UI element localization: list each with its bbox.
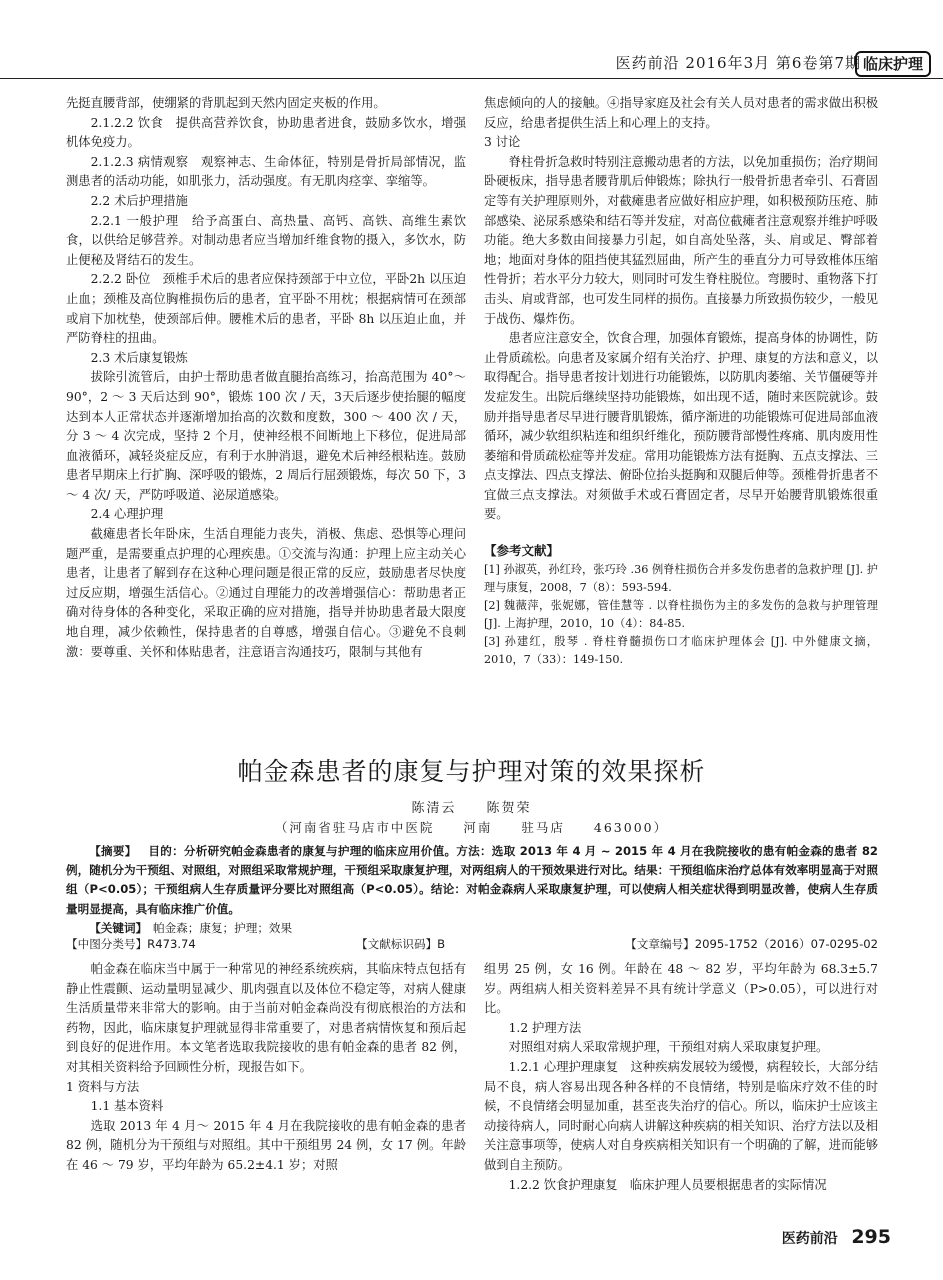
subheading: 2.4 心理护理 <box>90 507 164 522</box>
page-footer <box>782 1226 891 1248</box>
references-title: 【参考文献】 <box>484 543 560 559</box>
article-affiliation: （河南省驻马店市中医院 河南 驻马店 463000） <box>274 820 669 835</box>
article-authors: 陈清云 陈贺荣 <box>411 801 532 816</box>
subheading: 1.2 护理方法 <box>508 1020 582 1035</box>
reference-item: [2] 魏薇萍，张妮娜，管佳慧等 . 以脊柱损伤为主的多发伤的急救与护理管理 [J]. 上海护理，2010，10（4）：84-85. <box>484 598 878 630</box>
abstract-label: 【摘要】 <box>89 844 137 858</box>
subheading: 1.1 基本资料 <box>90 1099 164 1114</box>
reference-item: [1] 孙淑英，孙红玲，张巧玲 .36 例脊柱损伤合并多发伤患者的急救护理 [J]. 护理与康复，2008，7（8）：593-594. <box>484 562 878 594</box>
paragraph: 焦虑倾向的人的接触。④指导家庭及社会有关人员对患者的需求做出积极反应，给患者提供生活上和心理上的支持。 <box>484 96 878 130</box>
paragraph: 选取 2013 年 4 月～ 2015 年 4 月在我院接收的患有帕金森的患者 82 例，随机分为干预组与对照组。其中干预组男 24 例，女 17 例。年龄在 46 ～ 79 岁，平均年龄为 65.2±4.1 岁；对照 <box>66 1118 466 1172</box>
section-heading: 1 资料与方法 <box>66 1079 140 1094</box>
journal-issue: 医药前沿 2016年3月 第6卷第7期 <box>615 54 861 72</box>
paragraph: 2.1.2.3 病情观察 观察神志、生命体征，特别是骨折局部情况，监测患者的活动功能，如肌张力，活动强度。有无肌肉痉挛、挛缩等。 <box>66 154 466 189</box>
article-title: 帕金森患者的康复与护理对策的效果探析 <box>237 757 706 786</box>
document-code: 【文献标识码】B <box>356 937 446 951</box>
paragraph: 1.2.2 饮食护理康复 临床护理人员要根据患者的实际情况 <box>508 1177 827 1192</box>
paragraph: 患者应注意安全，饮食合理，加强体育锻炼，提高身体的协调性，防止骨质疏松。向患者及家属介绍有关治疗、护理、康复的方法和意义，以取得配合。指导患者按计划进行功能锻炼，以防肌肉萎缩、关节僵硬等并发症发生。出院后继续坚持功能锻炼，如出现不适，随时来医院就诊。鼓励并指导患者尽早进行腰背肌锻炼，循序渐进的功能锻炼可促进局部血液循环，减少软组织粘连和组织纤维化，预防腰背部慢性疼痛、肌肉废用性萎缩和骨质疏松症等并发症。常用功能锻炼方法有挺胸、五点支撑法、三点支撑法、四点支撑法、俯卧位抬头挺胸和双腿后伸等。颈椎骨折患者不宜做三点支撑法。对须做手术或石膏固定者，尽早开始腰背肌锻炼很重要。 <box>484 331 878 522</box>
footer-journal: 医药前沿 <box>781 1231 838 1247</box>
paragraph: 2.2.2 卧位 颈椎手术后的患者应保持颈部于中立位，平卧2h 以压迫止血；颈椎及高位胸椎损伤后的患者，宜平卧不用枕；根据病情可在颈部或肩下加枕垫，使颈部后伸。腰椎术后的患者，平卧 8h 以压迫止血，并严防脊柱的扭曲。 <box>66 272 466 346</box>
paragraph: 组男 25 例，女 16 例。年龄在 48 ～ 82 岁，平均年龄为 68.3±5.7 岁。两组病人相关资料差异不具有统计学意义（P>0.05），可以进行对比。 <box>484 962 878 1016</box>
paragraph: 对照组对病人采取常规护理，干预组对病人采取康复护理。 <box>508 1040 829 1055</box>
paragraph: 脊柱骨折急救时特别注意搬动患者的方法，以免加重损伤；治疗期间卧硬板床，指导患者腰背肌后伸锻炼；除执行一般骨折患者牵引、石膏固定等有关护理原则外，对截瘫患者应做好相应护理，如积极预防压疮、肺部感染、泌尿系感染和结石等并发症，对高位截瘫者注意观察并维护呼吸功能。绝大多数由间接暴力引起，如自高处坠落，头、肩或足、臀部着地；地面对身体的阻挡使其猛烈屈曲，所产生的垂直分力可导致椎体压缩性骨折；若水平分力较大，则同时可发生脊柱脱位。弯腰时、重物落下打击头、肩或背部，也可发生同样的损伤。直接暴力所致损伤较少，一般见于战伤、爆炸伤。 <box>484 154 878 326</box>
page-number: 295 <box>851 1226 891 1248</box>
prev-article-left-column <box>66 94 466 662</box>
abstract-text: 目的：分析研究帕金森患者的康复与护理的临床应用价值。方法：选取 2013 年 4 月 ~ 2015 年 4 月在我院接收的患有帕金森的患者 82 例，随机分为干预组、对照组，对照组采取常规护理，干预组采取康复护理，对两组病人的干预效果进行对比。结果：干预组临床治疗总体有效率明显高于对照组（P<0.05）；干预组病人生存质量评分要比对照组高（P<0.05）。结论：对帕金森病人采取康复护理，可以使病人相关症状得到明显改善，使病人生存质量明显提高，具有临床推广价值。 <box>66 844 878 916</box>
article-number: 【文章编号】2095-1752（2016）07-0295-02 <box>625 937 878 951</box>
keywords-text: 帕金森；康复；护理；效果 <box>152 920 293 935</box>
section-badge: 临床护理 <box>855 51 931 77</box>
paragraph: 2.1.2.2 饮食 提供高营养饮食，协助患者进食，鼓励多饮水，增强机体免疫力。 <box>66 115 466 150</box>
subheading: 2.3 术后康复锻炼 <box>90 350 188 365</box>
clc-number: 【中图分类号】R473.74 <box>66 937 196 951</box>
paragraph: 先挺直腰背部，使绷紧的背肌起到天然内固定夹板的作用。 <box>66 96 386 110</box>
paragraph: 截瘫患者长年卧床，生活自理能力丧失，消极、焦虑、恐惧等心理问题严重，是需要重点护理的心理疾患。①交流与沟通：护理上应主动关心患者，让患者了解到存在这种心理问题是很正常的反应，鼓励患者尽快度过反应期，增强生活信心。②通过自理能力的改善增强信心：帮助患者正确对待身体的各种变化，采取正确的应对措施，指导并协助患者最大限度地自理，减少依赖性，保持患者的自尊感，增强自信心。③避免不良刺激：要尊重、关怀和体贴患者，注意语言沟通技巧，限制与其他有 <box>66 527 466 659</box>
abstract-block <box>66 842 878 938</box>
paragraph: 1.2.1 心理护理康复 这种疾病发展较为缓慢，病程较长，大部分结局不良，病人容易出现各种各样的不良情绪，特别是临床疗效不佳的时候，不良情绪会明显加重，甚至丧失治疗的信心。所以，临床护士应该主动接待病人，同时耐心向病人讲解这种疾病的相关知识、治疗方法以及相关注意事项等，使病人对自身疾病相关知识有一个明确的了解，进而能够做到自主预防。 <box>484 1059 878 1172</box>
reference-item: [3] 孙建红，殷琴 . 脊柱脊髓损伤口才临床护理体会 [J]. 中外健康文摘，2010，7（33）：149-150. <box>484 634 878 666</box>
prev-article-right-column <box>484 94 878 669</box>
article-right-column <box>484 960 878 1195</box>
paragraph: 2.2.1 一般护理 给予高蛋白、高热量、高钙、高铁、高维生素饮食，以供给足够营养。对制动患者应当增加纤维食物的摄入，多饮水，防止便秘及肾结石的发生。 <box>66 213 466 267</box>
paragraph: 拔除引流管后，由护士帮助患者做直腿抬高练习，抬高范围为 40°～ 90°，2 ～ 3 天后达到 90°，锻炼 100 次 / 天，3天后逐步使抬腿的幅度达到本人正常状态并逐渐增加抬高的次数和度数，300 ～ 400 次 / 天，分 3 ～ 4 次完成，坚持 2 个月，使神经根不间断地上下移位，促进局部血液循环，减轻炎症反应，有利于水肿消退，避免术后神经根粘连。鼓励患者早期床上行扩胸、深呼吸的锻炼，2 周后行屈颈锻炼，每次 50 下，3 ～ 4 次/ 天，严防呼吸道、泌尿道感染。 <box>66 370 466 502</box>
paragraph: 帕金森在临床当中属于一种常见的神经系统疾病，其临床特点包括有静止性震颤、运动量明显减少、肌肉强直以及体位不稳定等，对病人健康生活质量带来非常大的影响。由于当前对帕金森尚没有彻底根治的方法和药物，因此，临床康复护理就显得非常重要了，对患者病情恢复和预后起到良好的促进作用。本文笔者选取我院接收的患有帕金森的患者 82 例，对其相关资料给予回顾性分析，现报告如下。 <box>66 962 466 1074</box>
section-heading: 3 讨论 <box>484 135 521 150</box>
keywords-label: 【关键词】 <box>89 920 148 935</box>
subheading: 2.2 术后护理措施 <box>90 193 188 208</box>
article-left-column <box>66 960 466 1176</box>
header-rule <box>0 78 943 79</box>
